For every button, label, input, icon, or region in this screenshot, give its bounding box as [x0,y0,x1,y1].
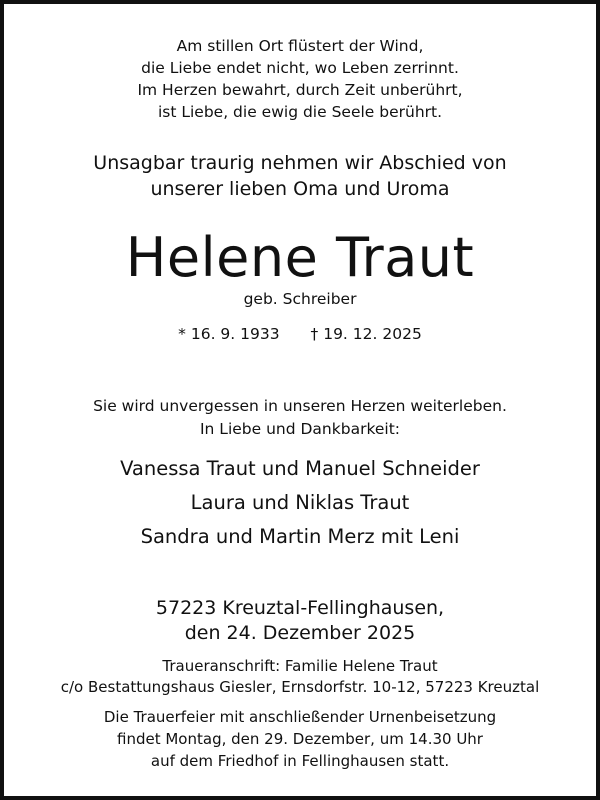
deceased-name: Helene Traut [125,226,475,289]
ceremony-line-3: auf dem Friedhof in Fellinghausen statt. [150,752,450,770]
poem-line-4: ist Liebe, die ewig die Seele berührt. [157,103,443,121]
intro-line-1: Unsagbar traurig nehmen wir Abschied von [93,152,507,174]
family-line-3: Sandra und Martin Merz mit Leni [140,525,460,548]
remembrance-line-1: Sie wird unvergessen in unseren Herzen weiterleben. [93,397,507,415]
remembrance-line-2: In Liebe und Dankbarkeit: [199,420,401,438]
intro-line-2: unserer lieben Oma und Uroma [150,178,450,200]
family-line-1: Vanessa Traut und Manuel Schneider [120,457,480,480]
address-line-1: Traueranschrift: Familie Helene Traut [162,657,438,675]
ceremony-line-2: findet Montag, den 29. Dezember, um 14.30 Uhr [117,730,483,748]
ceremony-line-1: Die Trauerfeier mit anschließender Urnenbeisetzung [103,708,497,726]
poem-line-3: Im Herzen bewahrt, durch Zeit unberührt, [137,81,463,99]
life-dates [4,324,596,344]
address-line-2: c/o Bestattungshaus Giesler, Ernsdorfstr. 10-12, 57223 Kreuztal [60,678,540,696]
date-line: den 24. Dezember 2025 [184,622,416,644]
poem-line-1: Am stillen Ort flüstert der Wind, [176,37,424,55]
poem-line-2: die Liebe endet nicht, wo Leben zerrinnt. [141,59,459,77]
maiden-name: geb. Schreiber [243,290,357,308]
place-line: 57223 Kreuztal-Fellinghausen, [155,597,445,619]
birth-date: * 16. 9. 1933 [178,325,280,343]
death-date: † 19. 12. 2025 [310,325,422,343]
family-line-2: Laura und Niklas Traut [190,491,410,514]
